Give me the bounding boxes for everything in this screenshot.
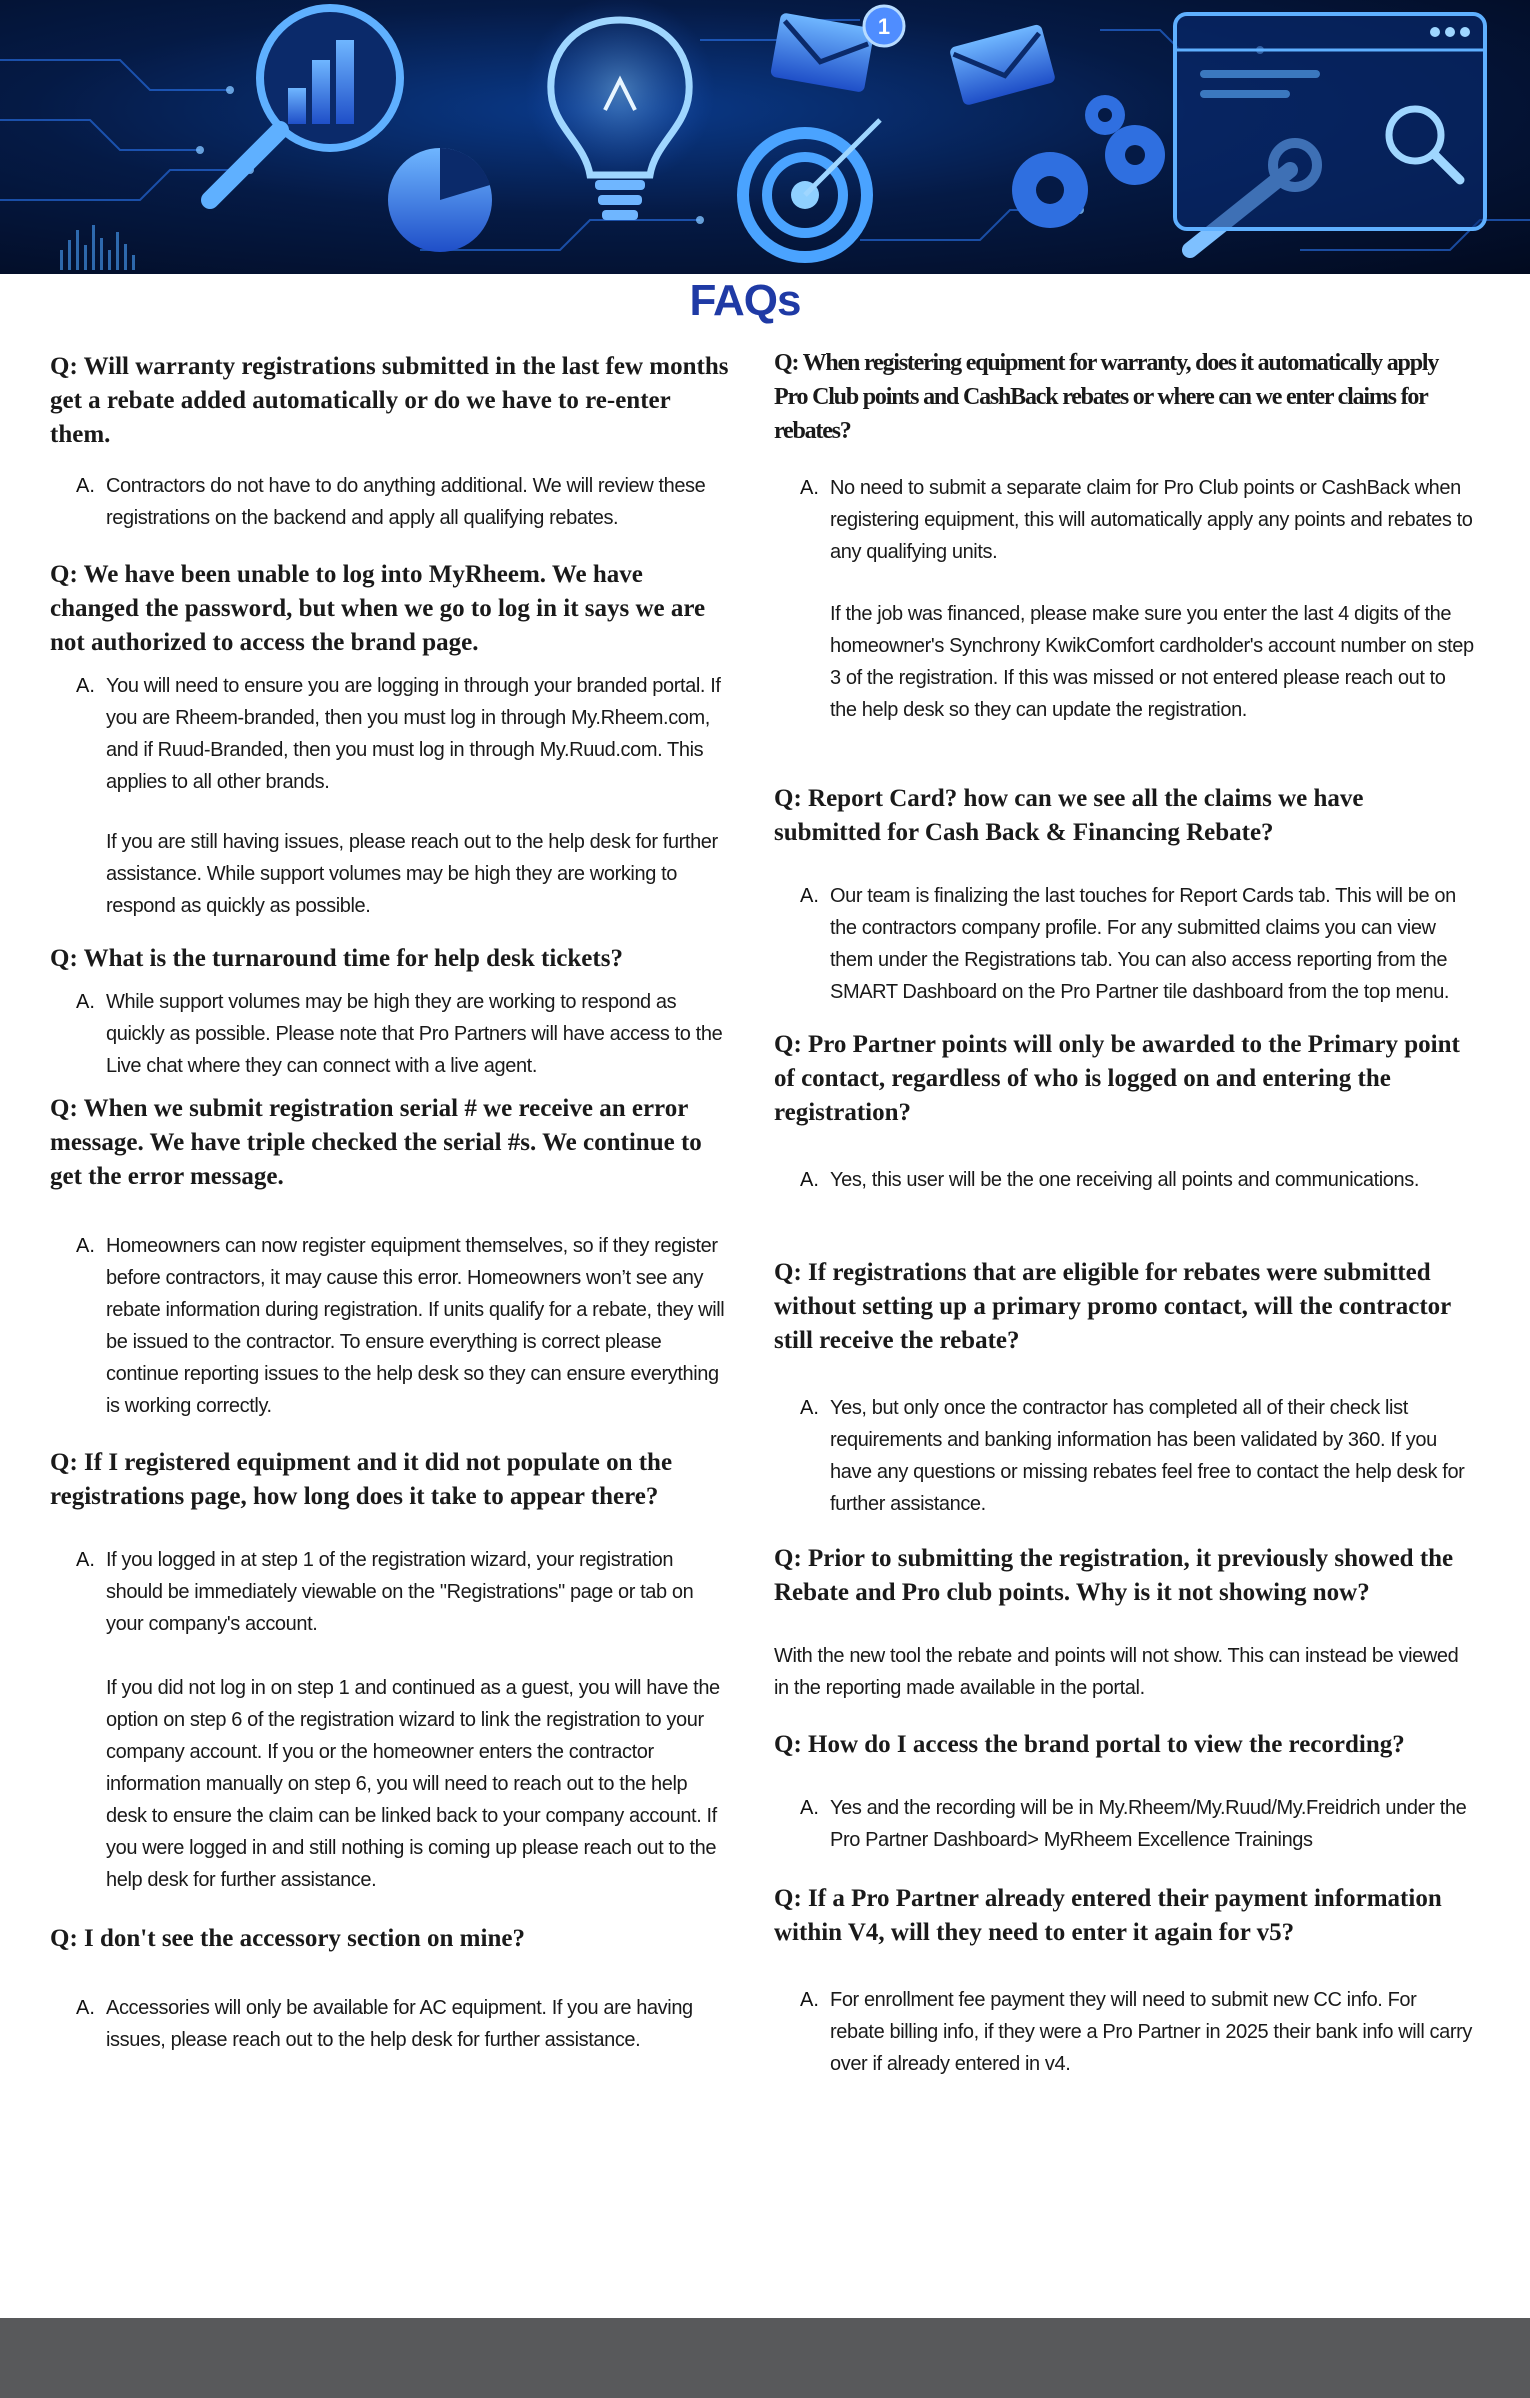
answer-marker: A. [76, 675, 95, 697]
answer-text: Yes and the recording will be in My.Rheem/My.Ruud/My.Freidrich under the Pro Partner Dashboard> MyRheem Excellence Trainings [830, 1797, 1467, 1851]
notification-count: 1 [877, 14, 891, 39]
faq-answer [800, 1984, 1474, 2080]
faq-item [50, 1092, 730, 1422]
answer-text: For enrollment fee payment they will need to submit new CC info. For rebate billing info, if they were a Pro Partner in 2025 their bank info will carry over if already entered in v4. [830, 1989, 1472, 2075]
gear-icon [1012, 95, 1165, 228]
faq-question: Q: Pro Partner points will only be awarded to the Primary point of contact, regardless of who is logged on and entering the registration? [774, 1031, 1460, 1126]
faq-item [774, 782, 1474, 1008]
faq-question: Q: When we submit registration serial # we receive an error message. We have triple checked the serial #s. We continue to get the error message. [50, 1095, 702, 1190]
faq-question: Q: What is the turnaround time for help desk tickets? [50, 945, 623, 972]
faq-answer [800, 472, 1474, 726]
answer-text: If you did not log in on step 1 and continued as a guest, you will have the option on step 6 of the registration wizard to link the registration to your company account. If you or the homeowner enters the contractor information manually on step 6, you will need to reach out to the help desk to ensure the claim can be linked back to your company account. If you were logged in and still nothing is coming up please reach out to the help desk for further assistance. [106, 1677, 720, 1891]
answer-marker: A. [76, 1997, 95, 2019]
answer-marker: A. [76, 1235, 95, 1257]
faq-item [50, 1446, 730, 1896]
answer-text: Homeowners can now register equipment themselves, so if they register before contractors, it may cause this error. Homeowners won’t see any rebate information during registration. If units qualify for a rebate, they will be issued to the contractor. To ensure everything is correct please continue reporting issues to the help desk so they can ensure everything is working correctly. [106, 1235, 725, 1417]
faq-item [774, 1542, 1474, 1704]
faq-right-column [774, 346, 1474, 2080]
answer-text: While support volumes may be high they are working to respond as quickly as possible. Please note that Pro Partners will have access to the Live chat where they can connect with a live agent. [106, 991, 723, 1077]
answer-text: You will need to ensure you are logging in through your branded portal. If you are Rheem-branded, then you must log in through My.Rheem.com, and if Ruud-Branded, then you must log in through My.Ruud.com. This applies to all other brands. [106, 675, 721, 793]
mail-icon [770, 12, 875, 93]
light-bulb-icon [525, 0, 715, 220]
answer-text: No need to submit a separate claim for Pro Club points or CashBack when registering equipment, this will automatically apply any points and rebates to any qualifying units. [830, 477, 1473, 563]
faq-item [774, 1256, 1474, 1520]
faq-question: Q: We have been unable to log into MyRheem. We have changed the password, but when we go to log in it says we are not authorized to access the brand page. [50, 561, 706, 656]
faq-question: Q: How do I access the brand portal to view the recording? [774, 1731, 1405, 1758]
faq-question: Q: Will warranty registrations submitted in the last few months get a rebate added automatically or do we have to re-enter them. [50, 353, 729, 448]
faq-answer [76, 1544, 730, 1896]
answer-text: Accessories will only be available for AC equipment. If you are having issues, please reach out to the help desk for further assistance. [106, 1997, 693, 2051]
faq-question: Q: I don't see the accessory section on mine? [50, 1925, 525, 1952]
faq-item [774, 1028, 1474, 1196]
answer-marker: A. [800, 1397, 819, 1419]
browser-window-icon [1175, 14, 1485, 229]
answer-marker: A. [800, 477, 819, 499]
faq-answer [76, 986, 730, 1082]
target-icon [743, 120, 880, 257]
answer-text: Yes, but only once the contractor has completed all of their check list requirements and banking information has been validated by 360. If you have any questions or missing rebates feel free to contact the help desk for further assistance. [830, 1397, 1465, 1515]
faq-item [50, 1922, 730, 2056]
faq-item [774, 346, 1474, 726]
answer-text: If you logged in at step 1 of the registration wizard, your registration should be immediately viewable on the "Registrations" page or tab on your company's account. [106, 1549, 694, 1635]
faq-answer [76, 1992, 730, 2056]
pie-chart-icon [388, 148, 492, 252]
footer-bar [0, 2318, 1530, 2398]
faq-question: Q: If a Pro Partner already entered their payment information within V4, will they need to enter it again for v5? [774, 1885, 1442, 1946]
answer-marker: A. [800, 1797, 819, 1819]
faq-question: Q: When registering equipment for warranty, does it automatically apply Pro Club points and CashBack rebates or where can we enter claims for rebates? [774, 350, 1439, 444]
faq-question: Q: Prior to submitting the registration, it previously showed the Rebate and Pro club points. Why is it not showing now? [774, 1545, 1454, 1606]
answer-marker: A. [800, 885, 819, 907]
bar-chart-magnifier-icon [210, 8, 400, 200]
faq-answer [76, 470, 730, 534]
faq-item [50, 350, 730, 534]
answer-text: Our team is finalizing the last touches for Report Cards tab. This will be on the contractors company profile. For any submitted claims you can view them under the Registrations tab. You can also access reporting from the SMART Dashboard on the Pro Partner tile dashboard from the top menu. [830, 885, 1456, 1003]
answer-marker: A. [76, 991, 95, 1013]
answer-marker: A. [800, 1169, 819, 1191]
banner-illustration [0, 0, 1530, 274]
faq-item [50, 942, 730, 1082]
answer-text: Contractors do not have to do anything additional. We will review these registrations on the backend and apply all qualifying rebates. [106, 475, 706, 529]
answer-marker: A. [76, 1549, 95, 1571]
answer-marker: A. [800, 1989, 819, 2011]
answer-text: Yes, this user will be the one receiving all points and communications. [830, 1169, 1419, 1191]
faq-item [774, 1728, 1474, 1856]
equalizer-icon [60, 225, 135, 270]
faq-answer [76, 670, 730, 922]
header-banner [0, 0, 1530, 274]
faq-answer [800, 1792, 1474, 1856]
faq-item [50, 558, 730, 922]
faq-answer [800, 1392, 1474, 1520]
faq-question: Q: If I registered equipment and it did not populate on the registrations page, how long does it take to appear there? [50, 1449, 673, 1510]
faq-question: Q: If registrations that are eligible for rebates were submitted without setting up a primary promo contact, will the contractor still receive the rebate? [774, 1259, 1451, 1354]
mail-icon-2 [949, 24, 1056, 107]
faq-answer [800, 880, 1474, 1008]
faq-answer [800, 1164, 1474, 1196]
page-title: FAQs [689, 276, 801, 325]
answer-text: If you are still having issues, please reach out to the help desk for further assistance. While support volumes may be high they are working to respond as quickly as possible. [106, 831, 718, 917]
answer-text: If the job was financed, please make sure you enter the last 4 digits of the homeowner's Synchrony KwikComfort cardholder's account number on step 3 of the registration. If this was missed or not entered please reach out to the help desk so they can update the registration. [830, 603, 1474, 721]
answer-text: With the new tool the rebate and points will not show. This can instead be viewed in the reporting made available in the portal. [774, 1645, 1459, 1699]
faq-left-column [50, 350, 730, 2056]
faq-item [774, 1882, 1474, 2080]
answer-marker: A. [76, 475, 95, 497]
notification-badge [864, 6, 904, 46]
faq-question: Q: Report Card? how can we see all the claims we have submitted for Cash Back & Financing Rebate? [774, 785, 1364, 846]
faq-answer [76, 1230, 730, 1422]
